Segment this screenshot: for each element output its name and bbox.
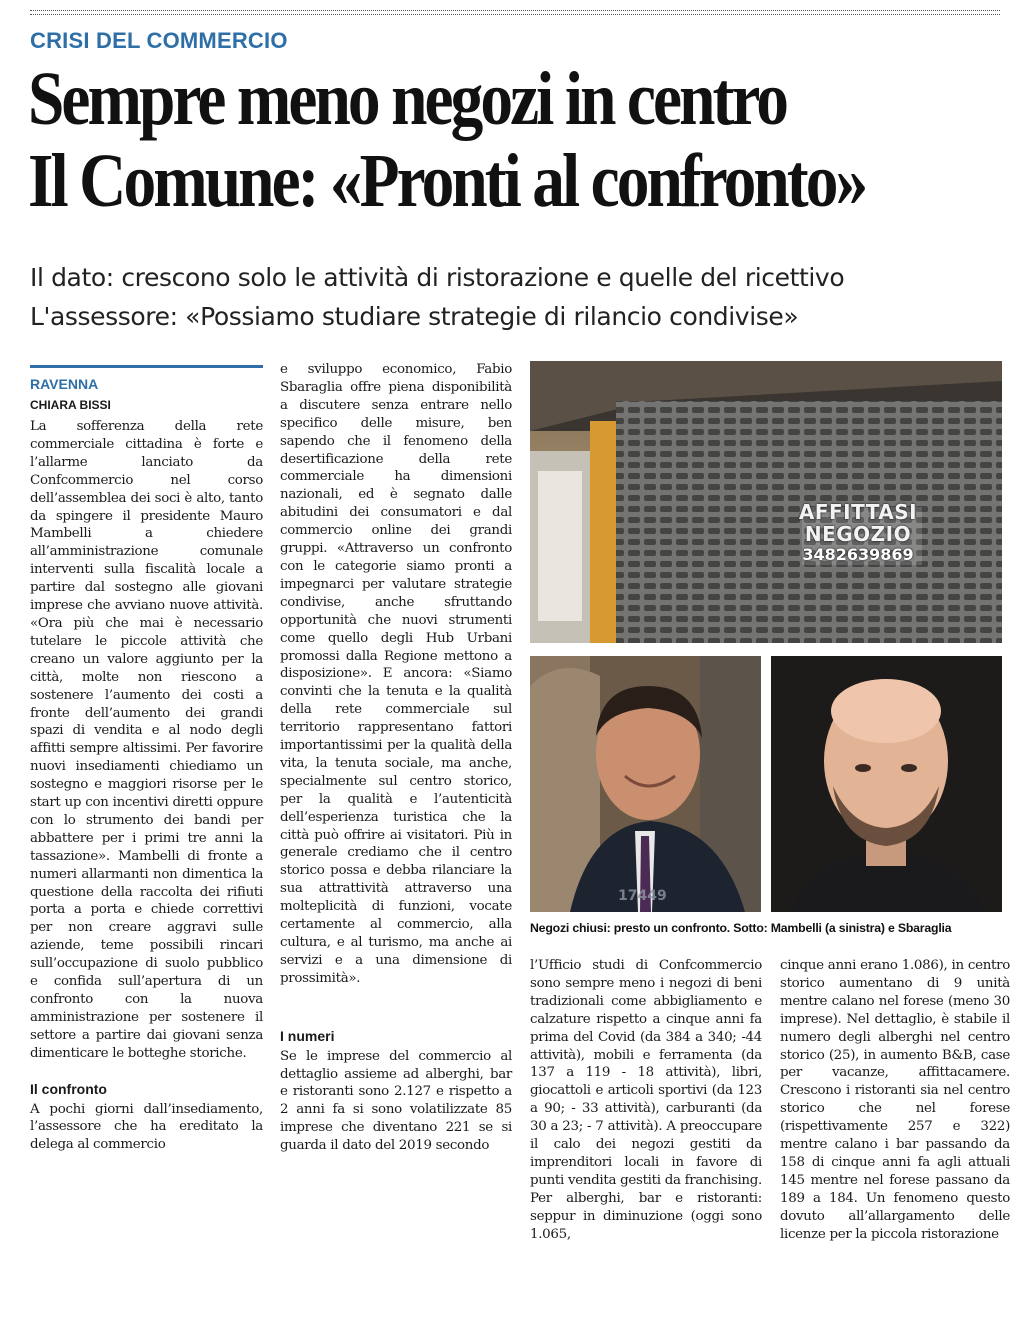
subhead-line-1: Il dato: crescono solo le attività di ristorazione e quelle del ricettivo (30, 263, 845, 292)
paragraph: Se le imprese del commercio al dettaglio assieme ad alberghi, bar e ristoranti sono 2.127 e rispetto a 2 anni fa si sono volatilizzate 85 imprese che diventano 221 se si guarda il dato del 2019 secondo (280, 1048, 512, 1154)
headline-line-2: Il Comune: «Pronti al confronto» (28, 139, 866, 223)
article-column-3 (530, 957, 762, 1244)
dateline-city: RAVENNA (30, 376, 99, 392)
author-name: CHIARA BISSI (30, 398, 111, 412)
paragraph: La sofferenza della rete commerciale cittadina è forte e l’allarme lanciato da Confcommercio nel corso dell’assemblea dei soci è alto, tanto da spingere il presidente Mauro Mambelli a chiedere all’amministrazione comunale interventi sulla fiscalità locale a partire dal sostegno alle giovani imprese che avviano nuove attività. «Ora più che mai è necessario tutelare le piccole attività che creano un valore aggiunto per la città, molte non riescono a sostenere l’aumento dei costi a fronte dell’aumento dei grandi spazi di vendita e al nodo degli affitti sempre altissimi. Per favorire nuovi insediamenti chiediamo un sostegno e maggiori risorse per le start up con incentivi diretti oppure con lo strumento dei bandi per abbattere per i primi tre anni la tassazione». Mambelli di fronte a numeri allarmanti non dimentica la questione della raccolta dei rifiuti porta a porta e chiede correttivi per non creare aggravi sulle aziende, teme possibili rincari sull’occupazione di suolo pubblico e confida sull’apertura di un confronto con la nuova amministrazione per sostenere il settore a partire dai giovani senza dimenticare le botteghe storiche. (30, 419, 263, 1061)
subheadline (30, 258, 990, 336)
paragraph: A pochi giorni dall’insediamento, l’assessore che ha ereditato la delega al commercio (30, 1101, 263, 1153)
headline (28, 58, 871, 222)
sign-text-affittasi: AFFITTASI (798, 500, 918, 524)
headline-line-1: Sempre meno negozi in centro (28, 57, 787, 141)
top-rule (30, 10, 1000, 15)
section-heading-confronto: Il confronto (30, 1080, 107, 1097)
photo-caption: Negozi chiusi: presto un confronto. Sotto: Mambelli (a sinistra) e Sbaraglia (530, 921, 952, 935)
photo-closed-shop (530, 361, 1002, 643)
closed-shop-illustration (530, 361, 1002, 643)
sign-phone-number: 3482639869 (802, 545, 914, 564)
article-column-2 (280, 361, 512, 1155)
section-heading-numeri: I numeri (280, 1027, 335, 1044)
photo-watermark: 17449 (618, 888, 667, 904)
portrait-mambelli-illustration (530, 656, 761, 912)
paragraph: e sviluppo economico, Fabio Sbaraglia offre piena disponibilità a discutere senza entrare nello specifico delle misure, ben sapendo che il fenomeno della desertificazione della rete commerciale ha dimensioni nazionali, ed è segnato dalle abitudini dei consumatori e dal commercio online dei grandi gruppi. «Attraverso un confronto con le categorie siamo pronti a impegnarci per valutare strategie condivise, anche sfruttando opportunità che nuovi strumenti come quello degli Hub Urbani promossi dalla Regione mettono a disposizione». E ancora: «Siamo convinti che la tenuta e la qualità della rete commerciale sul territorio rappresentano fattori importantissimi per la qualità della vita, la tenuta sociale, ma anche, specialmente sul centro storico, per la qualità e l’autenticità dell’esperienza turistica che la città può offrire ai visitatori. Più in generale crediamo che il centro storico possa e debba rilanciare la sua attrattività attraverso una molteplicità di funzioni, vocate certamente al commercio, alla cultura, e al turismo, ma anche ai servizi e a una dimensione di prossimità». (280, 362, 512, 986)
byline-rule (30, 365, 263, 368)
article-column-1 (30, 418, 263, 1154)
paragraph: l’Ufficio studi di Confcommercio sono sempre meno i negozi di beni tradizionali come abbigliamento e calzature rispetto a cinque anni fa prima del Covid (da 384 a 340; -44 attività), mobili e ferramenta (da 137 a 119 - 18 attività), libri, giocattoli e articoli sportivi (da 123 a 90; - 33 attività), carburanti (da 30 a 23; - 7 attività). A preoccupare il calo dei negozi gestiti da imprenditori locali in favore di punti vendita gestiti da franchising. Per alberghi, bar e ristoranti: seppur in diminuzione (oggi sono 1.065, (530, 958, 762, 1242)
paragraph: cinque anni erano 1.086), in centro storico aumentano di 9 unità mentre calano nel forese (meno 30 imprese). Nel dettaglio, è stabile il numero degli alberghi nel centro storico (25), in aumento B&B, case per vacanze, affittacamere. Crescono i ristoranti sia nel centro storico che nel forese (rispettivamente 257 e 322) mentre calano i bar passando da 158 di cinque anni fa agli attuali 145 mentre nel forese passano da 189 a 184. Un fenomeno questo dovuto all’allargamento delle licenze per la piccola ristorazione (780, 958, 1010, 1242)
subhead-line-2: L'assessore: «Possiamo studiare strategie di rilancio condivise» (30, 302, 799, 331)
photo-portrait-mambelli (530, 656, 761, 912)
section-kicker: CRISI DEL COMMERCIO (30, 28, 288, 53)
portrait-sbaraglia-illustration (771, 656, 1002, 912)
photo-portrait-sbaraglia (771, 656, 1002, 912)
article-column-4 (780, 957, 1010, 1244)
sign-text-negozio: NEGOZIO (804, 522, 912, 546)
